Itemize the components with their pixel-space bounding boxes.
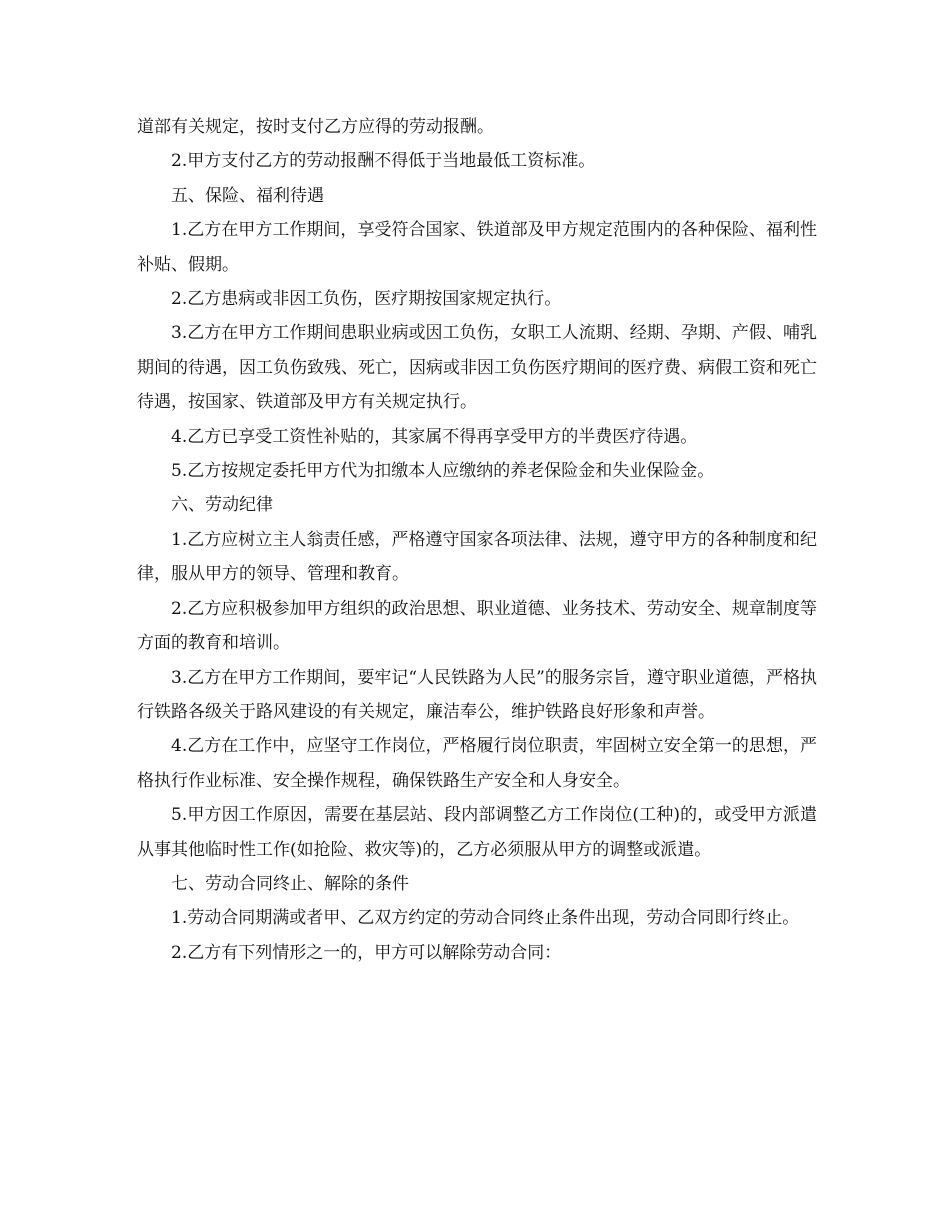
section-heading-labor-discipline: 六、劳动纪律 [171,495,273,516]
clause-5-2: 2.乙方患病或非因工负伤，医疗期按国家规定执行。 [171,289,562,310]
section-heading-contract-termination: 七、劳动合同终止、解除的条件 [171,873,409,894]
clause-7-1: 1.劳动合同期满或者甲、乙双方约定的劳动合同终止条件出现，劳动合同即行终止。 [171,908,800,929]
clause-5-5: 5.乙方按规定委托甲方代为扣缴本人应缴纳的养老保险金和失业保险金。 [171,461,715,482]
clause-4-2: 2.甲方支付乙方的劳动报酬不得低于当地最低工资标准。 [171,151,596,172]
clause-6-4: 4.乙方在工作中，应坚守工作岗位，严格履行岗位职责，牢固树立安全第一的思想，严格执行作业标准、安全操作规程，确保铁路生产安全和人身安全。 [137,736,817,791]
clause-5-1: 1.乙方在甲方工作期间，享受符合国家、铁道部及甲方规定范围内的各种保险、福利性补贴、假期。 [137,220,817,275]
clause-5-4: 4.乙方已享受工资性补贴的，其家属不得再享受甲方的半费医疗待遇。 [171,426,698,447]
clause-7-2: 2.乙方有下列情形之一的，甲方可以解除劳动合同： [171,942,562,963]
clause-5-3: 3.乙方在甲方工作期间患职业病或因工负伤，女职工人流期、经期、孕期、产假、哺乳期间的待遇，因工负伤致残、死亡，因病或非因工负伤医疗期间的医疗费、病假工资和死亡待遇，按国家、铁道部及甲方有关规定执行。 [137,323,817,413]
paragraph-continuation: 道部有关规定，按时支付乙方应得的劳动报酬。 [137,117,494,137]
document-body [137,110,817,970]
section-heading-insurance-welfare: 五、保险、福利待遇 [171,185,324,206]
clause-6-2: 2.乙方应积极参加甲方组织的政治思想、职业道德、业务技术、劳动安全、规章制度等方面的教育和培训。 [137,598,817,654]
clause-6-3: 3.乙方在甲方工作期间，要牢记“人民铁路为人民”的服务宗旨，遵守职业道德，严格执行铁路各级关于路风建设的有关规定，廉洁奉公，维护铁路良好形象和声誉。 [137,667,817,722]
clause-6-1: 1.乙方应树立主人翁责任感，严格遵守国家各项法律、法规，遵守甲方的各种制度和纪律，服从甲方的领导、管理和教育。 [137,529,817,585]
clause-6-5: 5.甲方因工作原因，需要在基层站、段内部调整乙方工作岗位(工种)的，或受甲方派遣从事其他临时性工作(如抢险、救灾等)的，乙方必须服从甲方的调整或派遣。 [137,805,817,860]
